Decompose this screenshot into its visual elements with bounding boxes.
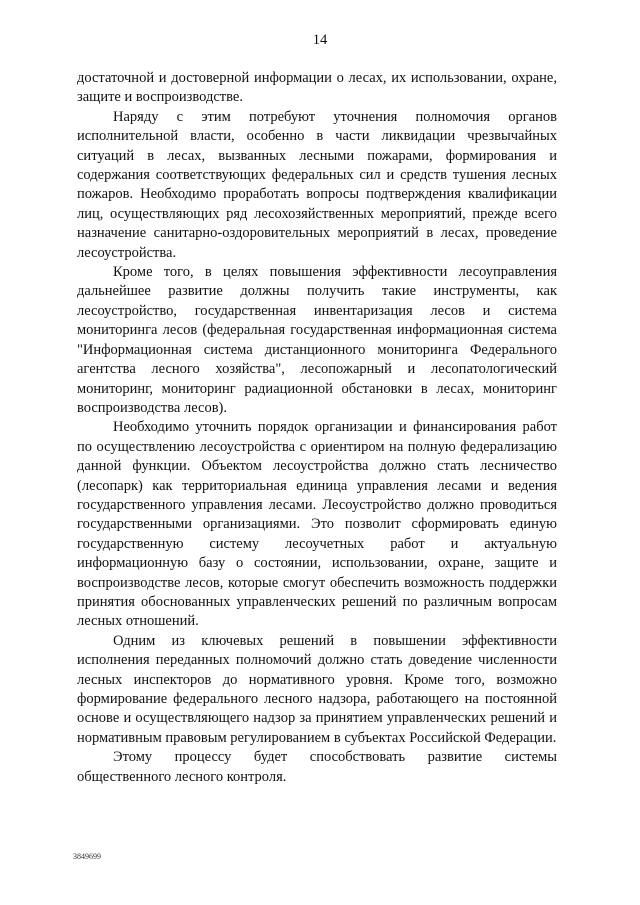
document-code: 3849699 <box>73 852 101 861</box>
document-body <box>77 69 557 787</box>
paragraph: Наряду с этим потребуют уточнения полномочия органов исполнительной власти, особенно в части ликвидации чрезвычайных ситуаций в лесах, вызванных лесными пожарами, формирования и содержания соответствующих федеральных сил и средств тушения лесных пожаров. Необходимо проработать вопросы подтверждения квалификации лиц, осуществляющих ряд лесохозяйственных мероприятий, прежде всего назначение санитарно-оздоровительных мероприятий в лесах, проведение лесоустройства. <box>77 108 557 261</box>
paragraph: Необходимо уточнить порядок организации и финансирования работ по осуществлению лесоустройства с ориентиром на полную федерализацию данной функции. Объектом лесоустройства должно стать лесничество (лесопарк) как территориальная единица управления лесами и ведения государственного управления лесами. Лесоустройство должно проводиться государственными организациями. Это позволит сформировать единую государственную систему лесоучетных работ и актуальную информационную базу о состоянии, использовании, охране, защите и воспроизводстве лесов, которые смогут обеспечить возможность поддержки принятия обоснованных управленческих решений по различным вопросам лесных отношений. <box>77 419 557 630</box>
paragraph: Этому процессу будет способствовать развитие системы общественного лесного контроля. <box>77 749 557 785</box>
paragraph: достаточной и достоверной информации о лесах, их использовании, охране, защите и воспроизводстве. <box>77 70 557 106</box>
page-number: 14 <box>312 32 328 48</box>
paragraph: Одним из ключевых решений в повышении эффективности исполнения переданных полномочий должно стать доведение численности лесных инспекторов до нормативного уровня. Кроме того, возможно формирование федерального лесного надзора, работающего на постоянной основе и осуществляющего надзор за принятием управленческих решений и нормативным правовым регулированием в субъектах Российской Федерации. <box>77 632 557 746</box>
paragraph: Кроме того, в целях повышения эффективности лесоуправления дальнейшее развитие должны получить такие инструменты, как лесоустройство, государственная инвентаризация лесов и система мониторинга лесов (федеральная государственная информационная система "Информационная система дистанционного мониторинга Федерального агентства лесного хозяйства", лесопожарный и лесопатологический мониторинг, мониторинг радиационной обстановки в лесах, мониторинг воспроизводства лесов). <box>77 264 557 416</box>
